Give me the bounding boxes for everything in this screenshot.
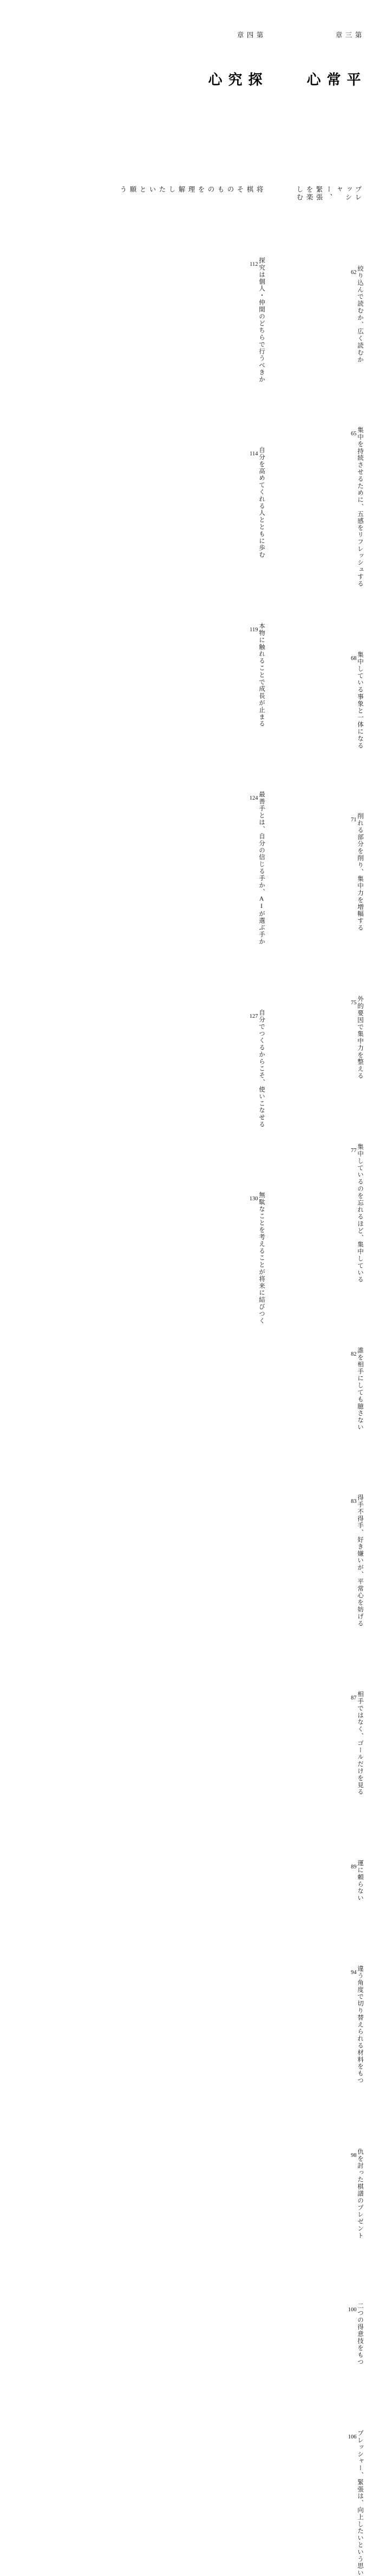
toc-entries-3	[339, 201, 363, 456]
toc-entry-text: 得手不得手、好き嫌いが、平常心を妨げる	[357, 1494, 363, 1627]
toc-entry-text: 仇を討った棋譜のプレゼント	[357, 2148, 363, 2239]
toc-entry-text: 探究は個人・仲間のどちらで行うべきか	[258, 257, 265, 383]
toc-entry[interactable]	[251, 1009, 264, 1128]
toc-entry-page: 106	[348, 2435, 357, 2441]
toc-entry-text: 集中を持続させるために、五感をリフレッシュする	[357, 427, 363, 587]
toc-entry[interactable]	[352, 1494, 363, 1627]
chapter-heading-4	[113, 15, 264, 193]
toc-page	[0, 0, 379, 280]
toc-entry[interactable]	[352, 1143, 363, 1283]
toc-entry[interactable]	[352, 1965, 363, 2084]
toc-entry-page: 62	[351, 270, 357, 276]
toc-entry-page: 119	[250, 627, 258, 633]
toc-entry-page: 127	[250, 1014, 258, 1020]
toc-entry-text: プレッシャー、緊張は、向上したいという思い	[357, 2430, 363, 2576]
toc-entry[interactable]	[251, 791, 264, 945]
toc-entry-text: 二つの得意技をもつ	[357, 2303, 363, 2365]
toc-entry[interactable]	[251, 623, 264, 728]
toc-entry-page: 68	[351, 656, 357, 662]
toc-entry-text: 集中している事象と一体になる	[357, 651, 363, 749]
toc-entry-page: 71	[351, 818, 357, 823]
chapter-title-3: 平常心	[303, 72, 363, 89]
toc-entry[interactable]	[352, 813, 363, 931]
toc-entry-text: 自分でつくるからこそ、使いこなせる	[258, 1009, 265, 1128]
toc-entry-page: 77	[351, 1148, 357, 1154]
chapter-number-3: 第三章	[334, 31, 363, 40]
chapter-title-4: 探究心	[204, 72, 264, 89]
toc-entry-text: 違う角度で切り替えられる材料をもつ	[357, 1965, 363, 2084]
toc-entry-text: 誰を相手にしても臆さない	[357, 1347, 363, 1431]
toc-entry-page: 114	[250, 452, 258, 457]
toc-entries-4	[245, 193, 264, 448]
toc-entry[interactable]	[352, 996, 363, 1080]
chapter-block-4	[112, 15, 264, 270]
toc-entry-page: 83	[351, 1499, 357, 1505]
toc-entry[interactable]	[352, 1347, 363, 1431]
toc-entry-page: 82	[351, 1352, 357, 1358]
toc-entry-page: 89	[351, 1865, 357, 1871]
toc-entry-page: 94	[351, 1970, 357, 1976]
toc-entry[interactable]	[352, 1860, 363, 1901]
toc-entry-page: 65	[351, 431, 357, 437]
toc-entry-page: 100	[348, 2307, 357, 2313]
toc-entry-text: 運に頼らない	[357, 1860, 363, 1901]
toc-entry[interactable]	[352, 651, 363, 749]
toc-entry-page: 124	[250, 796, 258, 802]
toc-entry-text: 集中しているのを忘れるほど、集中している	[357, 1143, 363, 1283]
toc-entry-text: 自分を高めてくれる人とともに歩む	[258, 447, 265, 558]
toc-entry-text: 本物に触れることで成長が止まる	[258, 623, 265, 728]
toc-entry[interactable]	[251, 447, 264, 558]
toc-entry-text: 最善手とは、自分の信じる手か、AIが選ぶ手か	[258, 791, 265, 945]
toc-entry[interactable]	[350, 2303, 363, 2365]
toc-entry-page: 75	[351, 1001, 357, 1006]
chapter-block-3	[288, 15, 363, 270]
chapter-subtitle-4: 将棋そのものを理解したいと願う	[118, 186, 264, 194]
toc-entry[interactable]	[350, 2430, 363, 2576]
toc-entry-text: 削れる部分を削り、集中力を増幅する	[357, 813, 363, 931]
toc-entry[interactable]	[352, 1691, 363, 1796]
chapter-subtitle-3: プレッシャー、緊張を楽しむ	[295, 186, 363, 201]
toc-entry-page: 87	[351, 1696, 357, 1702]
toc-entry-text: 無駄なことを考えることが将来に結びつく	[258, 1192, 265, 1324]
toc-entry-text: 相手ではなく、ゴールだけを見る	[357, 1691, 363, 1796]
toc-entry-page: 98	[351, 2153, 357, 2159]
chapter-heading-3	[289, 15, 363, 201]
toc-entry-page: 112	[250, 262, 258, 268]
toc-entry[interactable]	[352, 427, 363, 587]
chapter-number-4: 第四章	[235, 31, 264, 40]
toc-entry-text: 外的要因で集中力を整える	[357, 996, 363, 1080]
toc-entry[interactable]	[251, 257, 264, 383]
toc-entry-text: 絞り込んで読むか、広く読むか	[357, 265, 363, 363]
toc-entry[interactable]	[352, 2148, 363, 2239]
toc-entry[interactable]	[251, 1192, 264, 1324]
toc-entry-page: 130	[250, 1197, 258, 1202]
toc-entry[interactable]	[352, 265, 363, 363]
